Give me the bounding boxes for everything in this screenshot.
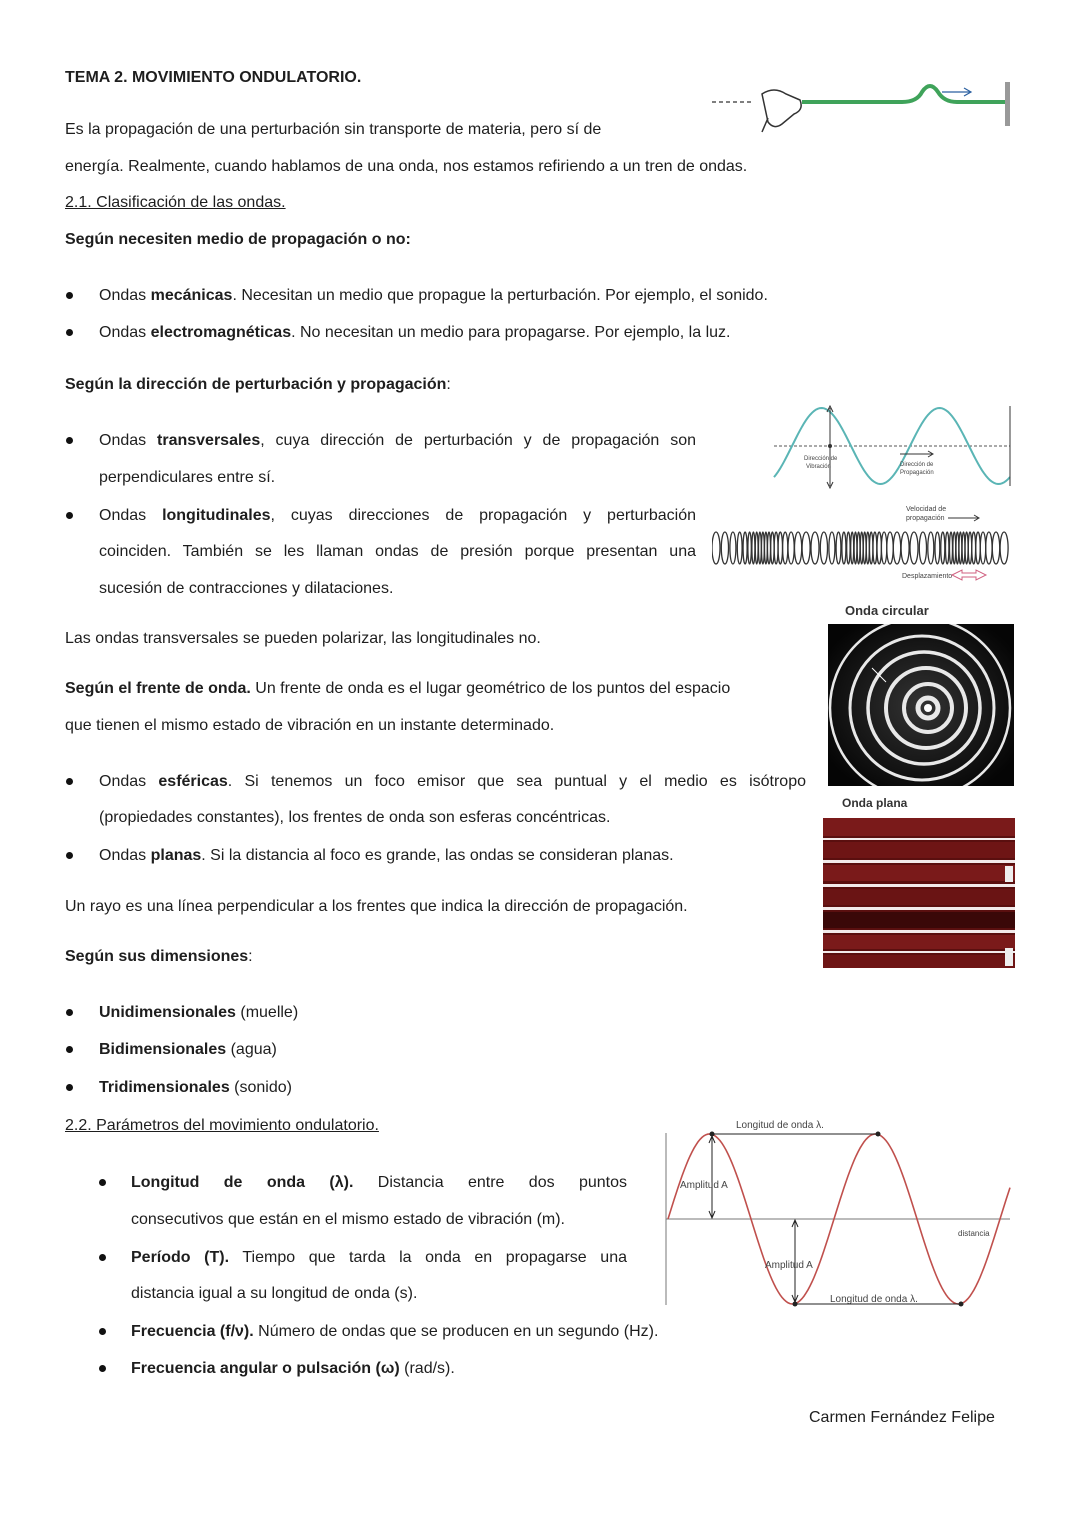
- distancia-label: distancia: [958, 1229, 990, 1238]
- spring-coil: [866, 532, 869, 564]
- circular-wave-image: [828, 624, 1014, 786]
- intro-line-2: energía. Realmente, cuando hablamos de una onda, nos estamos refiriendo a un tren de ondas.: [65, 158, 748, 175]
- list-item-bidimensionales: Bidimensionales (agua): [99, 1041, 277, 1058]
- transverse-wave-figure: [770, 402, 1016, 490]
- bullet: [99, 1254, 106, 1261]
- spring-coil: [743, 532, 747, 564]
- list-item-periodo: Período (T). Tiempo que tarda la onda en propagarse una: [131, 1249, 627, 1266]
- bullet: [66, 292, 73, 299]
- spring-coil: [721, 532, 728, 564]
- bullet: [66, 1009, 73, 1016]
- amplitud-label-bottom: Amplitud A: [765, 1260, 813, 1271]
- spring-coil: [854, 532, 857, 564]
- longitud-label-bottom: Longitud de onda λ.: [830, 1294, 918, 1305]
- spring-coil: [768, 532, 771, 564]
- spring-coil: [972, 532, 976, 564]
- spring-coil: [811, 532, 819, 564]
- spring-coil: [877, 532, 881, 564]
- direccion-heading: Según la dirección de perturbación y propagación:: [65, 376, 451, 393]
- spring-coil: [829, 532, 835, 564]
- wave-parameters-figure: [650, 1113, 1016, 1313]
- longitudinal-wave-figure: [712, 500, 1016, 586]
- list-item-longitud: Longitud de onda (λ). Distancia entre dos puntos: [131, 1174, 628, 1191]
- amplitud-label-top: Amplitud A: [680, 1180, 728, 1191]
- vel-label-1: Velocidad de: [906, 506, 947, 513]
- polarizar-text: Las ondas transversales se pueden polarizar, las longitudinales no.: [65, 630, 541, 647]
- spring-coil: [965, 532, 968, 564]
- spring-coil: [1000, 532, 1008, 564]
- author: Carmen Fernández Felipe: [809, 1409, 995, 1426]
- bullet: [66, 778, 73, 785]
- spring-coil: [887, 532, 893, 564]
- list-item-frecuencia: Frecuencia (f/ν). Número de ondas que se producen en un segundo (Hz).: [131, 1323, 659, 1340]
- vib-label-2: Vibración: [806, 464, 831, 470]
- spring-coil: [842, 532, 846, 564]
- spring-coil: [836, 532, 841, 564]
- spring-coil: [953, 532, 956, 564]
- page-title: TEMA 2. MOVIMIENTO ONDULATORIO.: [65, 69, 362, 86]
- spring-coil: [748, 532, 751, 564]
- spring-coil: [873, 532, 877, 564]
- spring-coil: [778, 532, 782, 564]
- longitud-label-top: Longitud de onda λ.: [736, 1120, 824, 1131]
- vib-label-1: Dirección de: [804, 456, 838, 462]
- spring-coil: [820, 532, 827, 564]
- periodo-line-2: distancia igual a su longitud de onda (s).: [131, 1285, 418, 1302]
- spring-coil: [893, 532, 900, 564]
- spring-coil: [992, 532, 999, 564]
- spring-coil: [986, 532, 992, 564]
- spring-coil: [941, 532, 945, 564]
- spring-coil: [795, 532, 802, 564]
- frente-paragraph-line-1: Según el frente de onda. Un frente de onda es el lugar geométrico de los puntos del espacio: [65, 680, 731, 697]
- bullet: [66, 852, 73, 859]
- medio-heading: Según necesiten medio de propagación o no:: [65, 231, 411, 248]
- spring-coil: [851, 532, 854, 564]
- spring-coil: [847, 532, 850, 564]
- longitudinales-line-3: sucesión de contracciones y dilataciones.: [99, 580, 394, 597]
- longitud-line-2: consecutivos que están en el mismo estado de vibración (m).: [131, 1211, 565, 1228]
- transversales-line-2: perpendiculares entre sí.: [99, 469, 276, 486]
- frente-paragraph-line-2: que tienen el mismo estado de vibración en un instante determinado.: [65, 717, 555, 734]
- spring-coil: [730, 532, 736, 564]
- esfericas-line-2: (propiedades constantes), los frentes de onda son esferas concéntricas.: [99, 809, 611, 826]
- bullet: [99, 1328, 106, 1335]
- spring-coil: [928, 532, 934, 564]
- prop-label-2: Propagación: [900, 470, 934, 476]
- list-item-esfericas: Ondas esféricas. Si tenemos un foco emisor que sea puntual y el medio es isótropo: [99, 773, 806, 790]
- bullet: [66, 329, 73, 336]
- list-item-transversales: Ondas transversales, cuya dirección de perturbación y de propagación son: [99, 432, 696, 449]
- rayo-text: Un rayo es una línea perpendicular a los frentes que indica la dirección de propagación.: [65, 898, 688, 915]
- list-item-unidimensionales: Unidimensionales (muelle): [99, 1004, 299, 1021]
- vel-label-2: propagación: [906, 515, 945, 522]
- spring-coil: [935, 532, 940, 564]
- spring-coil: [752, 532, 755, 564]
- plane-wave-image: [823, 818, 1015, 968]
- list-item-mecanicas: Ondas mecánicas. Necesitan un medio que propague la perturbación. Por ejemplo, el sonido.: [99, 287, 768, 304]
- spring-coil: [910, 532, 918, 564]
- list-item-angular: Frecuencia angular o pulsación (ω) (rad/s).: [131, 1360, 455, 1377]
- spring-coil: [774, 532, 778, 564]
- spring-coil: [946, 532, 949, 564]
- section-2-2-heading: 2.2. Parámetros del movimiento ondulatorio.: [65, 1117, 379, 1134]
- circular-label: Onda circular: [845, 603, 929, 618]
- plana-label: Onda plana: [842, 796, 908, 810]
- list-item-tridimensionales: Tridimensionales (sonido): [99, 1079, 292, 1096]
- list-item-longitudinales: Ondas longitudinales, cuyas direcciones de propagación y perturbación: [99, 507, 696, 524]
- bullet: [99, 1179, 106, 1186]
- spring-coil: [976, 532, 980, 564]
- spring-coil: [712, 532, 720, 564]
- intro-line-1: Es la propagación de una perturbación sin transporte de materia, pero sí de: [65, 121, 602, 138]
- spring-coil: [857, 532, 860, 564]
- spring-coil: [755, 532, 758, 564]
- list-item-electromagneticas: Ondas electromagnéticas. No necesitan un medio para propagarse. Por ejemplo, la luz.: [99, 324, 731, 341]
- list-item-planas: Ondas planas. Si la distancia al foco es grande, las ondas se consideran planas.: [99, 847, 674, 864]
- longitudinales-line-2: coinciden. También se les llaman ondas de presión porque presentan una: [99, 543, 696, 560]
- dimensiones-heading: Según sus dimensiones:: [65, 948, 253, 965]
- spring-coil: [783, 532, 788, 564]
- spring-coil: [788, 532, 794, 564]
- bullet: [66, 512, 73, 519]
- double-arrow-icon: [952, 570, 986, 580]
- hand-icon: [762, 90, 801, 127]
- rope-wave-figure: [712, 78, 1017, 140]
- section-2-1-heading: 2.1. Clasificación de las ondas.: [65, 194, 286, 211]
- bullet: [99, 1365, 106, 1372]
- spring-coil: [901, 532, 909, 564]
- spring-coil: [881, 532, 886, 564]
- spring-coil: [980, 532, 985, 564]
- spring-coil: [919, 532, 926, 564]
- bullet: [66, 1084, 73, 1091]
- spring-coil: [737, 532, 742, 564]
- spring-coil: [959, 532, 962, 564]
- bullet: [66, 437, 73, 444]
- spring-coil: [802, 532, 810, 564]
- desp-label: Desplazamiento: [902, 573, 953, 580]
- spring-coil: [950, 532, 953, 564]
- bullet: [66, 1046, 73, 1053]
- prop-label-1: Dirección de: [900, 462, 934, 468]
